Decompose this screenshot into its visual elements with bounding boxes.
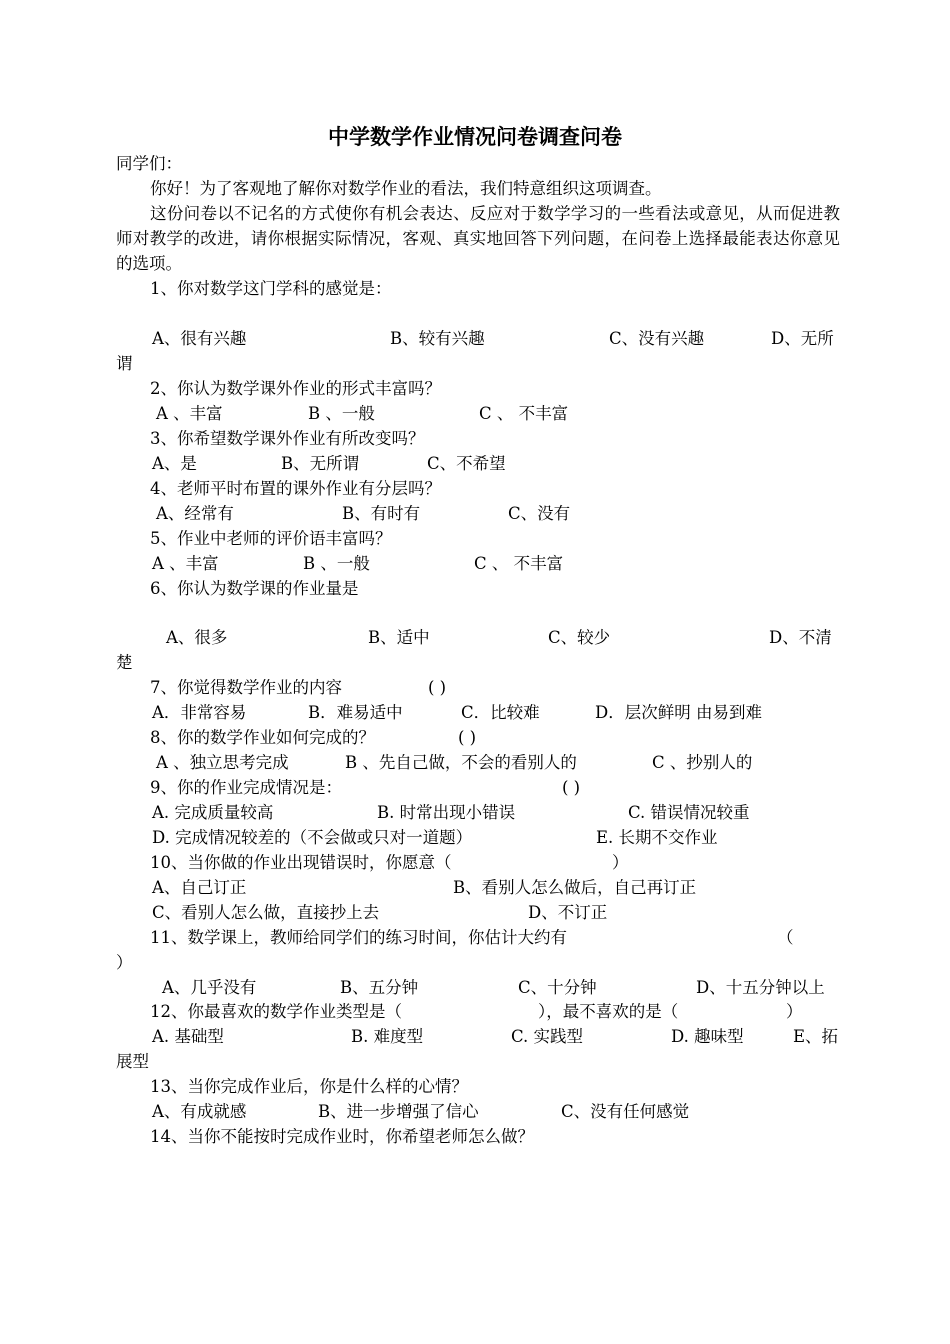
q6-option-a: A、很多 — [166, 628, 228, 647]
q2-option-c: C 、 不丰富 — [479, 404, 569, 423]
q10-option-b: B、看别人怎么做后，自己再订正 — [453, 878, 697, 897]
q7-option-a: A．非常容易 — [152, 703, 247, 722]
q11-option-a: A、几乎没有 — [162, 978, 257, 997]
q4-option-a: A、经常有 — [156, 504, 234, 523]
q5-option-b: B 、一般 — [303, 554, 370, 573]
question-13: 13、当你完成作业后，你是什么样的心情？ — [150, 1077, 468, 1096]
q10-close-paren: ） — [612, 853, 629, 872]
question-10: 10、当你做的作业出现错误时，你愿意（ — [150, 853, 452, 872]
intro-paragraph-1: 你好！为了客观地了解你对数学作业的看法，我们特意组织这项调查。 — [150, 179, 662, 198]
q10-option-a: A、自己订正 — [152, 878, 247, 897]
question-5: 5、作业中老师的评价语丰富吗？ — [150, 529, 392, 548]
q12-option-a: A. 基础型 — [152, 1027, 224, 1046]
q10-option-d: D、不订正 — [528, 903, 608, 922]
page-title: 中学数学作业情况问卷调查问卷 — [328, 125, 622, 149]
q12-option-e-wrap: 展型 — [116, 1052, 149, 1071]
q8-answer-blank: ( ) — [458, 728, 477, 747]
q1-option-a: A、很有兴趣 — [152, 329, 247, 348]
q7-option-b: B．难易适中 — [308, 703, 403, 722]
q11-option-d: D、十五分钟以上 — [696, 978, 825, 997]
q8-option-b: B 、先自己做，不会的看别人的 — [345, 753, 577, 772]
question-8: 8、你的数学作业如何完成的？ — [150, 728, 375, 747]
q1-option-d-wrap: 谓 — [116, 354, 133, 373]
q7-option-c: C．比较难 — [461, 703, 540, 722]
q11-option-b: B、五分钟 — [340, 978, 419, 997]
question-7: 7、你觉得数学作业的内容 — [150, 678, 342, 697]
question-14: 14、当你不能按时完成作业时，你希望老师怎么做？ — [150, 1127, 534, 1146]
question-9: 9、你的作业完成情况是： — [150, 778, 342, 797]
q8-option-a: A 、独立思考完成 — [156, 753, 289, 772]
q6-option-d: D、不清 — [769, 628, 832, 647]
q9-option-a: A. 完成质量较高 — [152, 803, 274, 822]
question-4: 4、老师平时布置的课外作业有分层吗？ — [150, 479, 441, 498]
q1-option-d: D、无所 — [771, 329, 834, 348]
q7-answer-blank: ( ) — [428, 678, 447, 697]
q1-option-b: B、较有兴趣 — [390, 329, 485, 348]
q9-option-c: C. 错误情况较重 — [628, 803, 750, 822]
q4-option-c: C、没有 — [508, 504, 571, 523]
q6-option-c: C、较少 — [548, 628, 611, 647]
q5-option-a: A 、丰富 — [152, 554, 219, 573]
question-11: 11、数学课上，教师给同学们的练习时间，你估计大约有 — [150, 928, 567, 947]
q2-option-a: A 、丰富 — [156, 404, 223, 423]
intro-paragraph-2: 这份问卷以不记名的方式使你有机会表达、反应对于数学学习的一些看法或意见，从而促进教师对教学的改进，请你根据实际情况，客观、真实地回答下列问题，在问卷上选择最能表达你意见的选项。 — [116, 204, 840, 273]
question-3: 3、你希望数学课外作业有所改变吗？ — [150, 429, 425, 448]
q13-option-c: C、没有任何感觉 — [561, 1102, 690, 1121]
q3-option-c: C、不希望 — [427, 454, 506, 473]
q9-answer-blank: ( ) — [562, 778, 581, 797]
q10-option-c: C、看别人怎么做，直接抄上去 — [152, 903, 380, 922]
question-2: 2、你认为数学课外作业的形式丰富吗？ — [150, 379, 441, 398]
q9-option-b: B. 时常出现小错误 — [377, 803, 516, 822]
q9-option-e: E. 长期不交作业 — [596, 828, 718, 847]
q9-option-d: D. 完成情况较差的（不会做或只对一道题） — [152, 828, 473, 847]
q3-option-b: B、无所谓 — [281, 454, 360, 473]
q1-option-c: C、没有兴趣 — [609, 329, 705, 348]
q12-option-c: C. 实践型 — [511, 1027, 584, 1046]
q11-open-paren: （ — [777, 928, 794, 947]
q5-option-c: C 、 不丰富 — [474, 554, 564, 573]
q13-option-a: A、有成就感 — [152, 1102, 247, 1121]
q11-option-c: C、十分钟 — [518, 978, 597, 997]
q13-option-b: B、进一步增强了信心 — [318, 1102, 479, 1121]
q12-mid-text: ），最不喜欢的是（ — [538, 1002, 679, 1021]
question-1: 1、你对数学这门学科的感觉是： — [150, 279, 392, 298]
greeting: 同学们： — [116, 154, 182, 173]
question-6: 6、你认为数学课的作业量是 — [150, 579, 359, 598]
q12-close-paren: ） — [786, 1002, 803, 1021]
question-12: 12、你最喜欢的数学作业类型是（ — [150, 1002, 402, 1021]
q12-option-e: E、拓 — [793, 1027, 839, 1046]
q4-option-b: B、有时有 — [342, 504, 421, 523]
q8-option-c: C 、抄别人的 — [652, 753, 753, 772]
q12-option-d: D. 趣味型 — [671, 1027, 744, 1046]
q3-option-a: A、是 — [152, 454, 197, 473]
q2-option-b: B 、一般 — [308, 404, 375, 423]
q7-option-d: D．层次鲜明 由易到难 — [595, 703, 762, 722]
q11-close-paren: ） — [116, 953, 133, 972]
q6-option-d-wrap: 楚 — [116, 653, 133, 672]
q6-option-b: B、适中 — [368, 628, 430, 647]
q12-option-b: B. 难度型 — [351, 1027, 424, 1046]
